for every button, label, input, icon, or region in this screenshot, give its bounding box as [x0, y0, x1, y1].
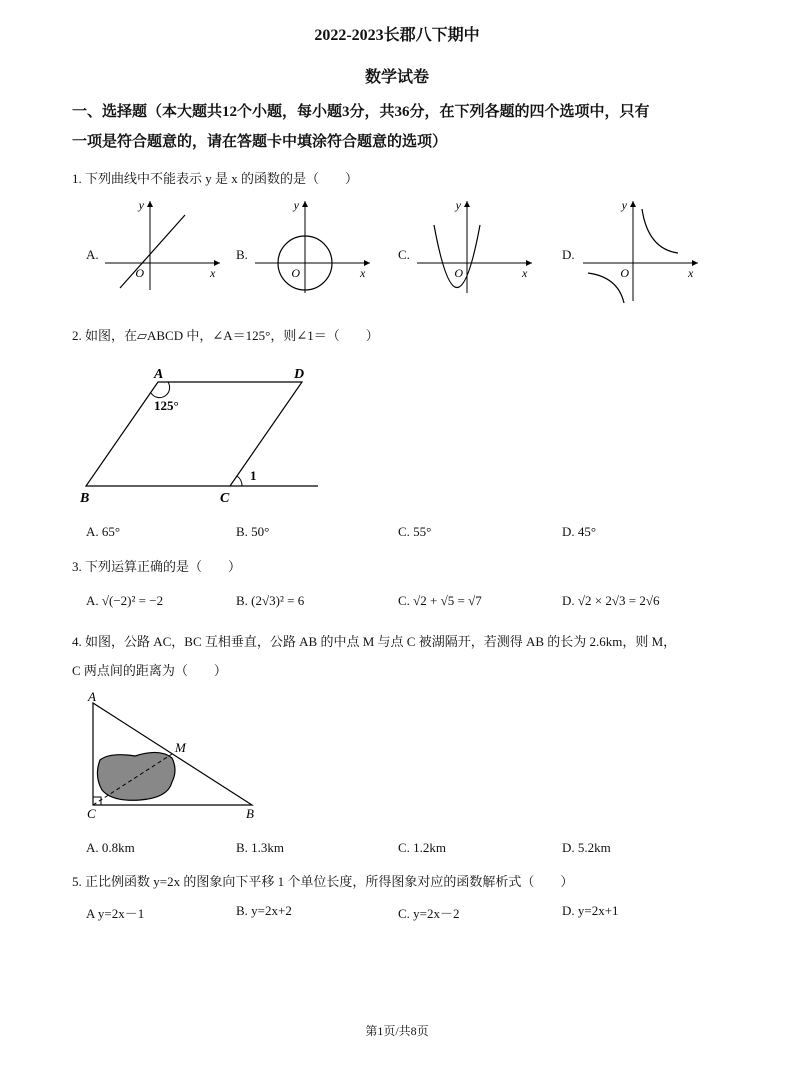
point-c-label: C [87, 806, 96, 821]
x-axis-label: x [210, 266, 216, 280]
q5-option-c: C. y=2x－2 [398, 906, 460, 921]
lake-shape [97, 752, 175, 800]
q4-option-a: A. 0.8km [86, 840, 135, 855]
q5-option-d: D. y=2x+1 [562, 903, 619, 918]
question-1-stem: 1. 下列曲线中不能表示 y 是 x 的函数的是（ ） [72, 171, 359, 186]
origin-label: O [620, 266, 629, 280]
q3-option-b: B. (2√3)² = 6 [236, 593, 305, 608]
question-3-stem: 3. 下列运算正确的是（ ） [72, 559, 242, 574]
y-axis-label: y [293, 198, 299, 212]
point-b-label: B [246, 806, 254, 821]
q2-option-b: B. 50° [236, 524, 270, 539]
origin-label: O [291, 266, 300, 280]
vertex-c-label: C [220, 491, 230, 506]
q5-option-a: A y=2x－1 [86, 906, 145, 921]
q2-parallelogram-figure [70, 360, 330, 510]
y-axis-label: y [455, 198, 461, 212]
q2-option-a: A. 65° [86, 524, 121, 539]
q4-triangle-figure [80, 690, 270, 825]
point-a-label: A [88, 690, 96, 704]
q3-option-a: A. √(−2)² = −2 [86, 593, 164, 608]
x-axis-label: x [522, 266, 528, 280]
section-heading-line1: 一、选择题（本大题共12个小题，每小题3分，共36分，在下列各题的四个选项中，只有 [72, 104, 650, 120]
origin-label: O [135, 266, 144, 280]
angle-a-label: 125° [154, 398, 179, 413]
vertex-b-label: B [80, 491, 90, 506]
x-axis-label: x [360, 266, 366, 280]
q4-option-b: B. 1.3km [236, 840, 285, 855]
x-axis-label: x [688, 266, 694, 280]
page-subtitle: 数学试卷 [364, 69, 429, 86]
y-axis-label: y [138, 198, 144, 212]
q4-option-d: D. 5.2km [562, 840, 611, 855]
q1-option-a-label: A. [86, 247, 99, 262]
q1-graph-b [250, 195, 375, 295]
vertex-a-label: A [154, 367, 164, 382]
q1-option-b-label: B. [236, 247, 248, 262]
section-heading-line2: 一项是符合题意的，请在答题卡中填涂符合题意的选项） [72, 134, 448, 150]
question-4-stem-line1: 4. 如图，公路 AC，BC 互相垂直，公路 AB 的中点 M 与点 C 被湖隔开，若测得 AB 的长为 2.6km，则 M， [72, 634, 677, 649]
page-number: 第1页/共8页 [365, 1024, 429, 1038]
q4-option-c: C. 1.2km [398, 840, 447, 855]
vertex-d-label: D [294, 367, 305, 382]
angle-1-label: 1 [250, 468, 257, 483]
question-5-stem: 5. 正比例函数 y=2x 的图象向下平移 1 个单位长度，所得图象对应的函数解析式（ ） [72, 874, 574, 889]
origin-label: O [454, 266, 463, 280]
question-2-stem: 2. 如图，在▱ABCD 中，∠A＝125°，则∠1＝（ ） [72, 328, 379, 343]
q1-graph-d [578, 195, 703, 305]
q3-option-d: D. √2 × 2√3 = 2√6 [562, 593, 660, 608]
q2-option-c: C. 55° [398, 524, 432, 539]
q1-option-c-label: C. [398, 247, 410, 262]
q1-graph-c [412, 195, 537, 295]
page-title: 2022-2023长郡八下期中 [314, 27, 480, 44]
q2-option-d: D. 45° [562, 524, 597, 539]
q1-graph-a [100, 195, 225, 295]
q3-option-c: C. √2 + √5 = √7 [398, 593, 482, 608]
question-4-stem-line2: C 两点间的距离为（ ） [72, 663, 227, 678]
y-axis-label: y [621, 198, 627, 212]
q1-option-d-label: D. [562, 247, 575, 262]
point-m-label: M [175, 740, 186, 755]
q5-option-b: B. y=2x+2 [236, 903, 292, 918]
